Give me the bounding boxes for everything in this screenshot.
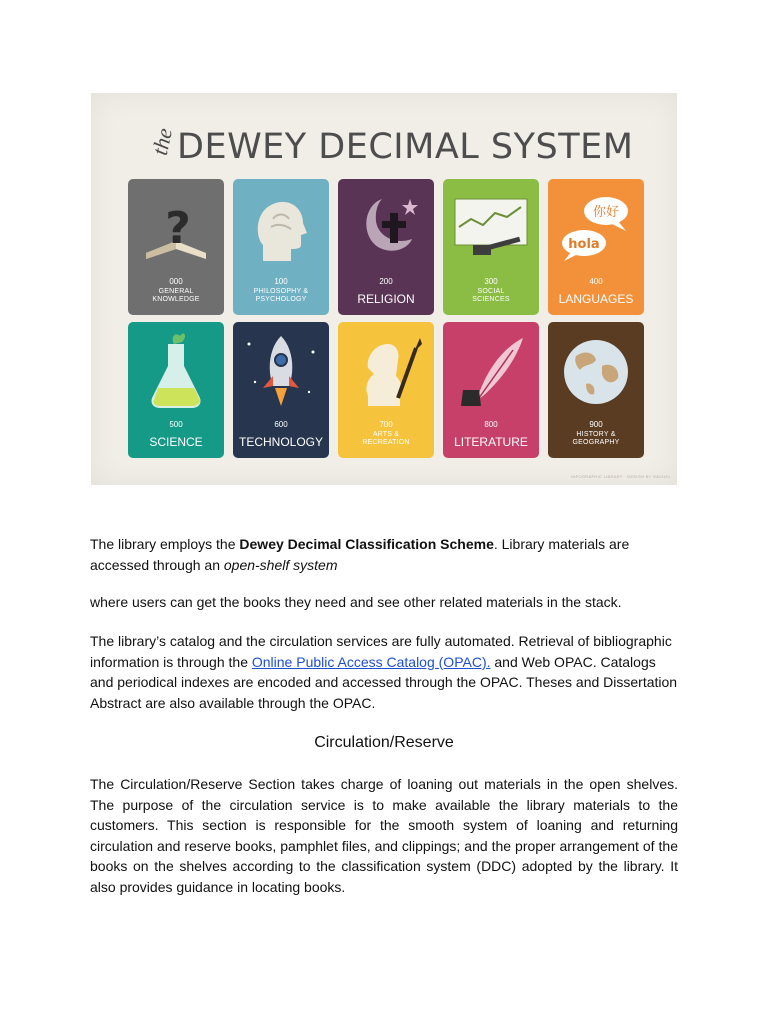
poster-title-text: DEWEY DECIMAL SYSTEM: [177, 127, 634, 167]
poster-title-prefix: the: [146, 125, 178, 158]
tile-800-number: 800: [484, 420, 498, 429]
tile-100-number: 100: [274, 277, 288, 286]
paragraph-1: [90, 534, 678, 575]
tile-800: [443, 322, 539, 458]
paragraph-4: The Circulation/Reserve Section takes charge of loaning out materials in the open shelves. The purpose of the circulation service is to make available the library materials to the customers. This section is responsible for the smooth system of loaning and returning circulation and reserve books, pamphlet files, and clippings; and the proper arrangement of the books on the shelves according to the classification system (DDC) adopted by the library. It also provides guidance in locating books.: [90, 776, 678, 895]
knight-brush-icon: [338, 322, 434, 418]
tile-100: [233, 179, 329, 315]
poster-credit: INFOGRAPHIC LIBRARY · DESIGN BY RACHEL: [571, 474, 671, 479]
tile-900: [548, 322, 644, 458]
tile-600-number: 600: [274, 420, 288, 429]
poster-title: [146, 115, 634, 167]
tile-400-name: LANGUAGES: [558, 292, 634, 306]
tile-600: [233, 322, 329, 458]
tile-800-name: LITERATURE: [454, 435, 528, 449]
p1-text-b: . Library materials are accessed through an: [90, 536, 630, 573]
tile-200: [338, 179, 434, 315]
head-icon: [233, 179, 329, 275]
speech-text-2: hola: [568, 237, 600, 252]
tile-600-name: TECHNOLOGY: [238, 435, 323, 449]
paragraph-3: [90, 631, 678, 713]
tile-900-name: HISTORY & GEOGRAPHY: [572, 431, 620, 446]
tile-300-number: 300: [484, 277, 498, 286]
tile-100-name: PHILOSOPHY & PSYCHOLOGY: [253, 288, 309, 303]
tile-500-number: 500: [169, 420, 183, 429]
p3-text-a: The library’s catalog and the circulation services are fully automated. Retrieval of bibliographic information is through the: [90, 633, 672, 670]
tile-200-name: RELIGION: [357, 292, 415, 306]
tile-000-number: 000: [169, 277, 183, 286]
tile-400-number: 400: [589, 277, 603, 286]
tile-000-name: GENERAL KNOWLEDGE: [152, 288, 200, 303]
tile-500-name: SCIENCE: [149, 435, 203, 449]
tile-900-number: 900: [589, 420, 603, 429]
tile-000: [128, 179, 224, 315]
quill-icon: [443, 322, 539, 418]
globe-icon: [548, 322, 644, 418]
speech-bubbles-icon: [548, 179, 644, 275]
tile-400: [548, 179, 644, 315]
dewey-poster-image: [91, 93, 677, 485]
tile-300: [443, 179, 539, 315]
p1-bold: Dewey Decimal Classification Scheme: [239, 536, 494, 552]
tile-700-number: 700: [379, 420, 393, 429]
p1-text-a: The library employs the: [90, 536, 240, 552]
section-heading: Circulation/Reserve: [314, 734, 454, 751]
speech-text-1: 你好: [592, 205, 620, 220]
svg-text:?: ?: [165, 203, 191, 254]
chart-gavel-icon: [443, 179, 539, 275]
flask-icon: [128, 322, 224, 418]
rocket-icon: [233, 322, 329, 418]
tile-300-name: SOCIAL SCIENCES: [472, 288, 510, 303]
paragraph-2: where users can get the books they need and see other related materials in the stack.: [90, 594, 622, 610]
crescent-cross-icon: [338, 179, 434, 275]
opac-link[interactable]: Online Public Access Catalog (OPAC).: [251, 653, 491, 670]
tile-200-number: 200: [379, 277, 393, 286]
p1-italic: open-shelf system: [223, 556, 338, 573]
tile-700-name: ARTS & RECREATION: [362, 431, 410, 446]
tile-500: [128, 322, 224, 458]
p3-text-b: and Web OPAC. Catalogs and periodical indexes are encoded and accessed through the OPAC. Theses and Dissertation Abstract are also available through the OPAC.: [90, 653, 678, 711]
book-question-icon: [128, 179, 224, 275]
tile-700: [338, 322, 434, 458]
